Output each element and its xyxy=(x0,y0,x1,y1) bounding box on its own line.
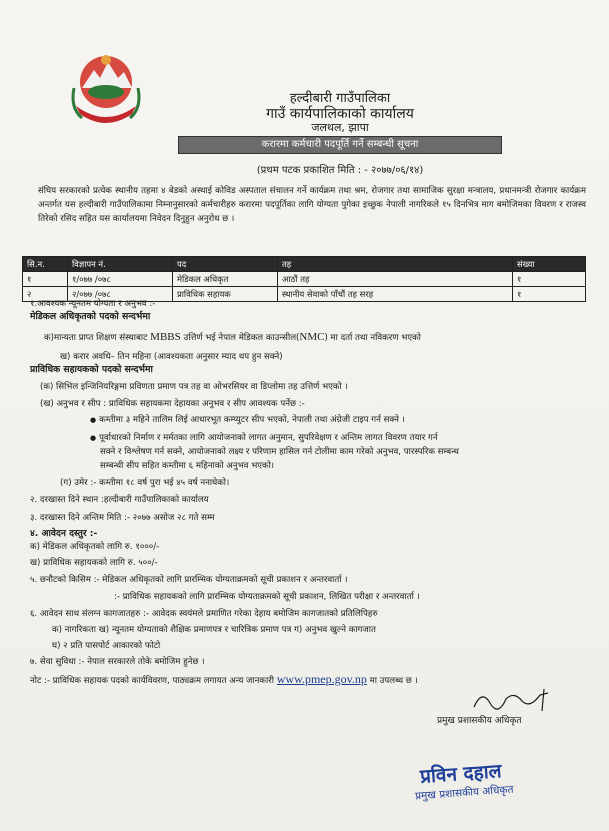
documents-photo: घ) २ प्रति पासपोर्ट आकारको फोटो xyxy=(52,641,161,651)
note-line xyxy=(30,673,418,688)
office-location: जलथल, झापा xyxy=(311,121,369,134)
documents-heading: ६. आवेदन साथ संलग्न कागजातहरु :- आवेदक स्वयंमले प्रमाणित गरेका देहाय बमोजिम कागजातको प्रतिलिपिहरु xyxy=(30,609,378,619)
col-header-serial: सि.न. xyxy=(23,257,68,272)
cell-level: स्थानीय सेवाको पाँचौं तह सरह xyxy=(278,287,513,302)
col-header-ad-no: विज्ञापन नं. xyxy=(68,257,173,272)
col-header-post: पद xyxy=(173,257,278,272)
cell-ad-no: २/०७७ /०७८ xyxy=(68,287,173,302)
cell-level: आठौं तह xyxy=(278,272,513,287)
fee-technical: ख) प्राविधिक सहायकको लागि रु. ५००/- xyxy=(30,558,158,568)
website-link[interactable]: www.pmep.gov.np xyxy=(276,672,367,686)
signatory-title: प्रमुख प्रशासकीय अधिकृत xyxy=(437,716,522,726)
cell-serial: १ xyxy=(23,272,68,287)
selection-process-technical: :- प्राविधिक सहायकको लागि प्रारम्भिक योग्यताक्रमको सूची प्रकाशन, लिखित परीक्षा र अन्तरवार्ता । xyxy=(114,592,420,602)
note-prefix: नोट :- प्राविधिक सहायक पदको कार्यविवरण, पाठ्यक्रम लगायत अन्य जानकारी xyxy=(30,676,274,686)
tech-experience-intro: (ख) अनुभव र सीप : प्राविधिक सहायकमा देहायका अनुभव र सीप आवश्यक पर्नेछ :- xyxy=(40,399,305,409)
col-header-count: संख्या xyxy=(513,257,586,272)
cell-post: प्राविधिक सहायक xyxy=(173,287,278,302)
publication-date: (प्रथम पटक प्रकाशित मिति : - २०७७/०६/१४) xyxy=(256,165,424,176)
med-a-end: ) मा दर्ता तथा नविकरण भएको xyxy=(324,333,421,343)
vacancy-table xyxy=(22,256,586,302)
tech-experience-item: ● पूर्वाधारको निर्माण र मर्मतका लागि आयोजनाको लागत अनुमान, सुपरिवेक्षण र अन्तिम लागत विवरण तयार गर्न xyxy=(90,432,438,445)
tech-experience-item-cont: सम्बन्धी सीप सहित कम्तीमा ६ महिनाको अनुभव भएको। xyxy=(100,461,275,471)
notice-title-banner: करारमा कर्मचारी पदपूर्ति गर्ने सम्बन्धी सूचना xyxy=(178,136,502,154)
intro-paragraph: संघिय सरकारको प्रत्येक स्थानीय तहमा ४ बेडको अस्थाई कोविड अस्पताल संचालन गर्ने कार्यक्रम तथा श्रम, रोजगार तथा सामाजिक सुरक्षा मन्त्रालय, प्रधानमन्त्री रोजगार कार्यक्रम अन्तर्गत यस हल्दीबारी गाउँपालिकामा निम्नानुसारको कर्मचारीहरु करारमा पदपूर्तिका लागि योग्यता पुगेका इच्छुक नेपाली नागरिकले १५ दिनभित्र माग बमोजिमका विवरण र राजस्व तिरेको रसिद सहित यस कार्यालयमा निवेदन दिनुहुन अनुरोध छ । xyxy=(38,186,586,224)
signatory-name-stamp: प्रविन दहाल xyxy=(419,760,503,788)
tech-experience-item-cont: सक्ने र विश्लेषण गर्न सक्ने, आयोजनाको लक्ष्य र परिणाम हासिल गर्न टोलीमा काम गरेको अनुभव, पारस्परिक सम्बन्ध xyxy=(100,447,459,457)
cell-count: १ xyxy=(513,287,586,302)
nepal-government-emblem xyxy=(68,48,144,130)
nmc-label: NMC xyxy=(299,331,325,343)
table-row xyxy=(23,272,586,287)
service-benefits: ७. सेवा सुविधा :- नेपाल सरकारले तोके बमोजिम हुनेछ । xyxy=(30,657,205,667)
cell-serial: २ xyxy=(23,287,68,302)
application-location: २. दरखास्त दिने स्थान :हल्दीबारी गाउँपालिकाको कार्यालय xyxy=(30,495,209,505)
age-requirement: (ग) उमेर :- कम्तीमा १८ वर्ष पुरा भई ४५ वर्ष ननाघेको। xyxy=(60,478,230,488)
col-header-level: तह xyxy=(278,257,513,272)
note-suffix: मा उपलब्ध छ । xyxy=(369,676,418,686)
signatory-role-stamp: प्रमुख प्रशासकीय अधिकृत xyxy=(414,783,514,803)
tech-experience-item: ● कम्तीमा ३ महिने तालिम लिई आधारभूत कम्प्युटर सीप भएको, नेपाली तथा अंग्रेजी टाइप गर्न सक्ने । xyxy=(90,414,405,427)
mbbs-label: MBBS xyxy=(150,331,181,343)
application-deadline: ३. दरखास्त दिने अन्तिम मिति :- २०७७ असोज २८ गते सम्म xyxy=(30,513,215,523)
fee-heading: ४. आवेदन दस्तुर :- xyxy=(30,528,98,539)
medical-officer-heading: मेडिकल अधिकृतको पदको सन्दर्भमा xyxy=(30,311,151,322)
medical-qualification xyxy=(44,331,421,345)
cell-post: मेडिकल अधिकृत xyxy=(173,272,278,287)
cell-ad-no: १/०७७ /०७८ xyxy=(68,272,173,287)
cell-count: १ xyxy=(513,272,586,287)
tech-qualification: (क) सिभिल इन्जिनियरिङ्गमा प्रविणता प्रमाण पत्र तह वा ओभरसियर वा डिप्लोमा तह उत्तिर्ण भएको । xyxy=(40,382,348,392)
requirements-heading: १.आवश्यक न्यूनतम योग्यता र अनुभव :- xyxy=(30,299,156,309)
med-a-prefix: क)मान्यता प्राप्त शिक्षण संस्थाबाट xyxy=(44,333,148,343)
office-name: गाउँ कार्यपालिकाको कार्यालय xyxy=(266,106,414,122)
technical-assistant-heading: प्राविधिक सहायकको पदको सन्दर्भमा xyxy=(30,364,153,375)
med-a-mid: उत्तिर्ण भई नेपाल मेडिकल काउन्सील( xyxy=(183,333,300,343)
fee-medical: क) मेडिकल अधिकृतको लागि रु. १०००/- xyxy=(30,542,160,552)
table-header-row xyxy=(23,257,586,272)
contract-duration: ख) करार अवधि– तिन महिना (आवश्यकता अनुसार म्याद थप हुन सक्ने) xyxy=(60,352,283,362)
documents-list: क) नागरिकता ख) न्यूनतम योग्यताको शैक्षिक प्रमाणपत्र र चारित्रिक प्रमाण पत्र ग) अनुभव खुल्ने कागजात xyxy=(52,625,376,635)
handwritten-signature xyxy=(470,685,560,715)
municipality-name: हल्दीबारी गाउँपालिका xyxy=(289,91,391,106)
selection-process-medical: ५. छनौटको किसिम :- मेडिकल अधिकृतको लागि प्रारम्भिक योग्यताक्रमको सूची प्रकाशन र अन्तरवार्ता । xyxy=(30,575,348,585)
